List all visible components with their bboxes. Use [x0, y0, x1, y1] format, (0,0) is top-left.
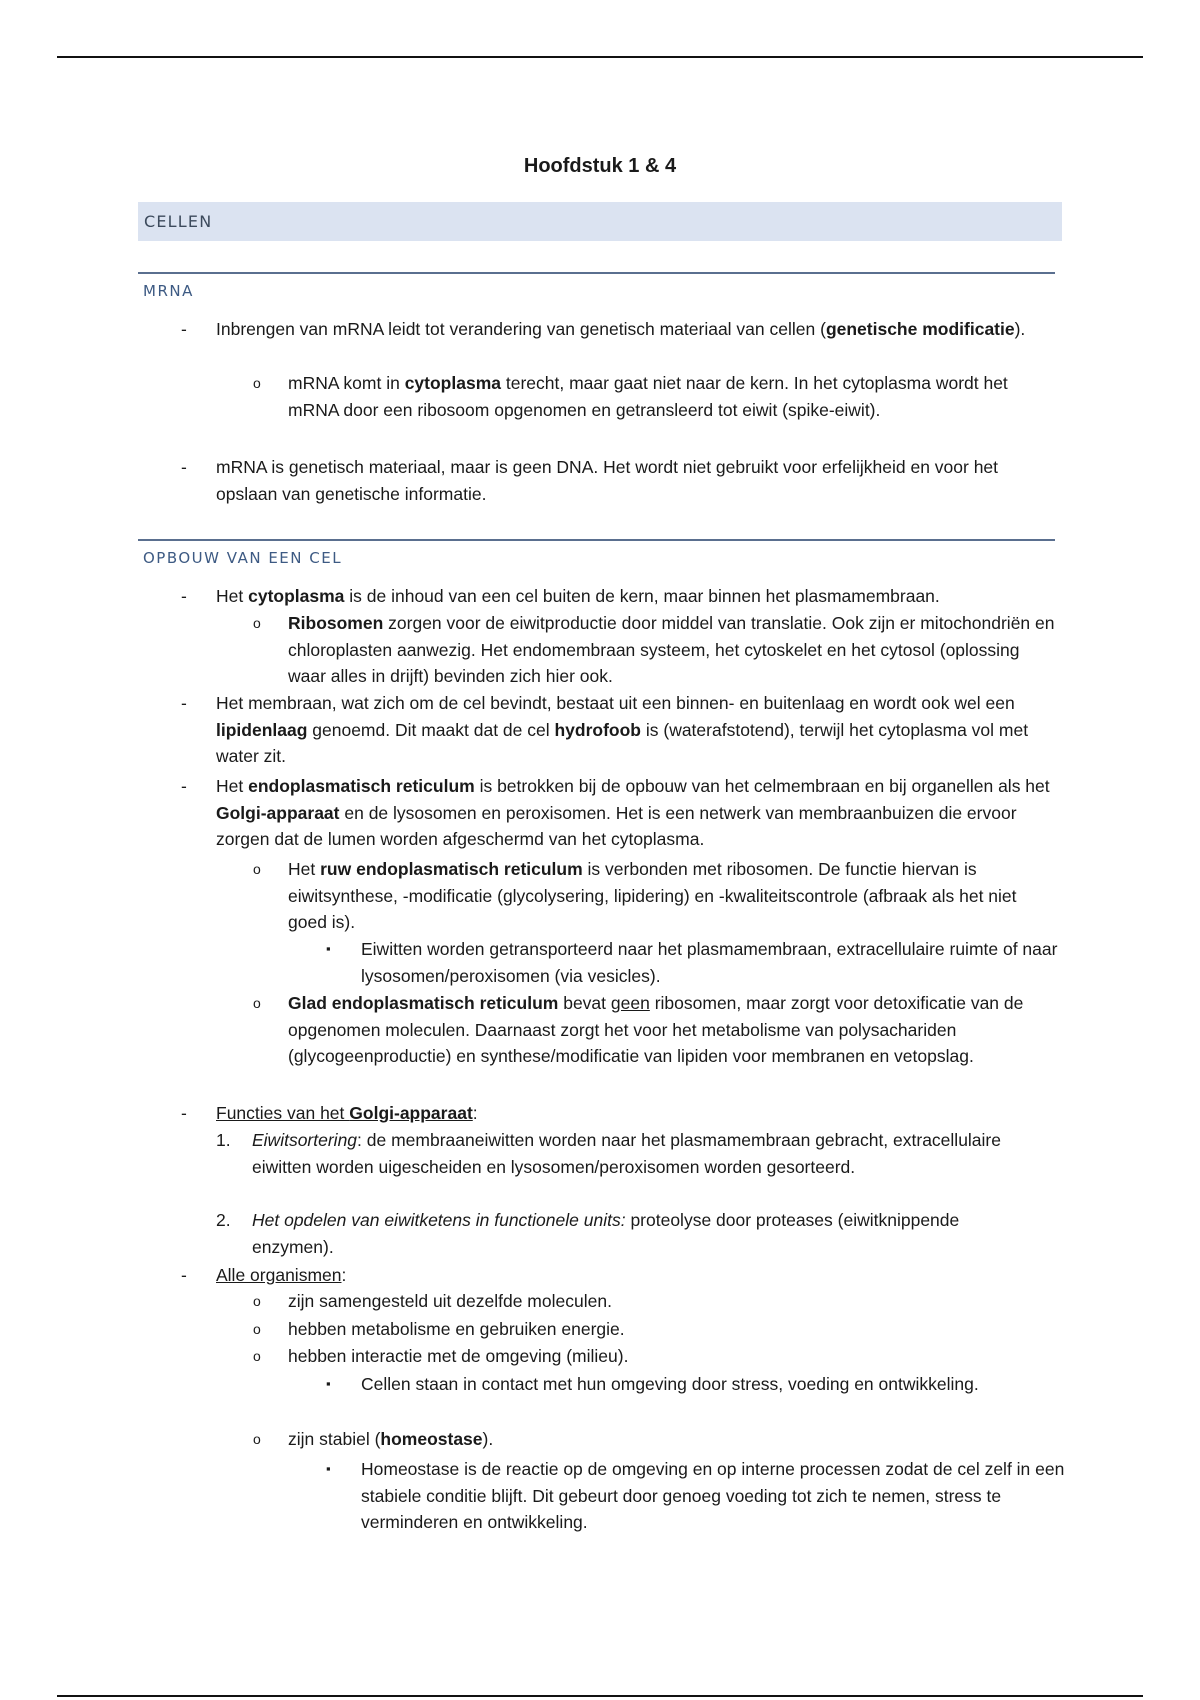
- list-item: hebben interactie met de omgeving (milieu).: [288, 1346, 629, 1366]
- section-rule: [138, 539, 1055, 541]
- list-item: Inbrengen van mRNA leidt tot verandering van genetisch materiaal van cellen (genetische modificatie).: [216, 319, 1026, 339]
- list-item: Het cytoplasma is de inhoud van een cel buiten de kern, maar binnen het plasmamembraan.: [216, 586, 940, 606]
- list-item: Eiwitten worden getransporteerd naar het plasmamembraan, extracellulaire ruimte of naar lysosomen/peroxisomen (via vesicles).: [361, 939, 1058, 986]
- dash-bullet: -: [181, 693, 187, 713]
- square-bullet: ▪: [326, 941, 331, 956]
- section-rule: [138, 272, 1055, 274]
- circle-bullet: o: [253, 375, 261, 391]
- list-item: Het endoplasmatisch reticulum is betrokken bij de opbouw van het celmembraan en bij organellen als het Golgi-apparaat en de lysosomen en peroxisomen. Het is een netwerk van membraanbuizen die ervoor zorgen dat de lumen worden afgeschermd van het cytoplasma.: [216, 776, 1050, 849]
- chapter-heading: CELLEN: [138, 202, 1062, 241]
- list-item: zijn stabiel (homeostase).: [288, 1429, 494, 1449]
- list-item: Functies van het Golgi-apparaat:: [216, 1103, 478, 1123]
- list-item: Homeostase is de reactie op de omgeving en op interne processen zodat de cel zelf in een stabiele conditie blijft. Dit gebeurt door genoeg voeding tot zich te nemen, stress te verminderen en ontwikkeling.: [361, 1459, 1065, 1532]
- list-item: Het membraan, wat zich om de cel bevindt, bestaat uit een binnen- en buitenlaag en wordt ook wel een lipidenlaag genoemd. Dit maakt dat de cel hydrofoob is (waterafstotend), terwijl het cytoplasma vol met water zit.: [216, 693, 1029, 766]
- section-heading-mrna: MRNA: [143, 282, 194, 300]
- header-rule: [57, 56, 1143, 58]
- footer-rule: [57, 1695, 1143, 1697]
- list-item: Eiwitsortering: de membraaneiwitten worden naar het plasmamembraan gebracht, extracellulaire eiwitten worden uigescheiden en lysosomen/peroxisomen worden gesorteerd.: [252, 1130, 1001, 1177]
- dash-bullet: -: [181, 1103, 187, 1123]
- list-item: Glad endoplasmatisch reticulum bevat geen ribosomen, maar zorgt voor detoxificatie van de opgenomen moleculen. Daarnaast zorgt het voor het metabolisme van polysachariden (glycogeenproductie) en synthese/modificatie van lipiden voor membranen en vetopslag.: [288, 993, 1024, 1066]
- dash-bullet: -: [181, 586, 187, 606]
- square-bullet: ▪: [326, 1461, 331, 1476]
- dash-bullet: -: [181, 457, 187, 477]
- dash-bullet: -: [181, 776, 187, 796]
- section-heading-opbouw: OPBOUW VAN EEN CEL: [143, 549, 343, 567]
- list-item: Ribosomen zorgen voor de eiwitproductie door middel van translatie. Ook zijn er mitochondriën en chloroplasten aanwezig. Het endomembraan systeem, het cytoskelet en het cytosol (oplossing waar alles in drijft) bevinden zich hier ook.: [288, 613, 1055, 686]
- circle-bullet: o: [253, 1431, 261, 1447]
- list-item: Alle organismen:: [216, 1265, 347, 1285]
- number-marker: 1.: [216, 1130, 231, 1150]
- list-item: Het ruw endoplasmatisch reticulum is verbonden met ribosomen. De functie hiervan is eiwitsynthese, -modificatie (glycolysering, lipidering) en -kwaliteitscontrole (afbraak als het niet goed is).: [288, 859, 1017, 932]
- list-item: Cellen staan in contact met hun omgeving door stress, voeding en ontwikkeling.: [361, 1374, 979, 1394]
- list-item: zijn samengesteld uit dezelfde moleculen.: [288, 1291, 612, 1311]
- circle-bullet: o: [253, 995, 261, 1011]
- dash-bullet: -: [181, 1265, 187, 1285]
- circle-bullet: o: [253, 1321, 261, 1337]
- list-item: mRNA komt in cytoplasma terecht, maar gaat niet naar de kern. In het cytoplasma wordt het mRNA door een ribosoom opgenomen en getransleerd tot eiwit (spike-eiwit).: [288, 373, 1008, 420]
- circle-bullet: o: [253, 1348, 261, 1364]
- square-bullet: ▪: [326, 1376, 331, 1391]
- circle-bullet: o: [253, 615, 261, 631]
- list-item: Het opdelen van eiwitketens in functionele units: proteolyse door proteases (eiwitknippende enzymen).: [252, 1210, 960, 1257]
- circle-bullet: o: [253, 861, 261, 877]
- list-item: hebben metabolisme en gebruiken energie.: [288, 1319, 625, 1339]
- list-item: mRNA is genetisch materiaal, maar is geen DNA. Het wordt niet gebruikt voor erfelijkheid en voor het opslaan van genetische informatie.: [216, 457, 999, 504]
- document-title: Hoofdstuk 1 & 4: [523, 155, 677, 177]
- number-marker: 2.: [216, 1210, 231, 1230]
- circle-bullet: o: [253, 1293, 261, 1309]
- dash-bullet: -: [181, 319, 187, 339]
